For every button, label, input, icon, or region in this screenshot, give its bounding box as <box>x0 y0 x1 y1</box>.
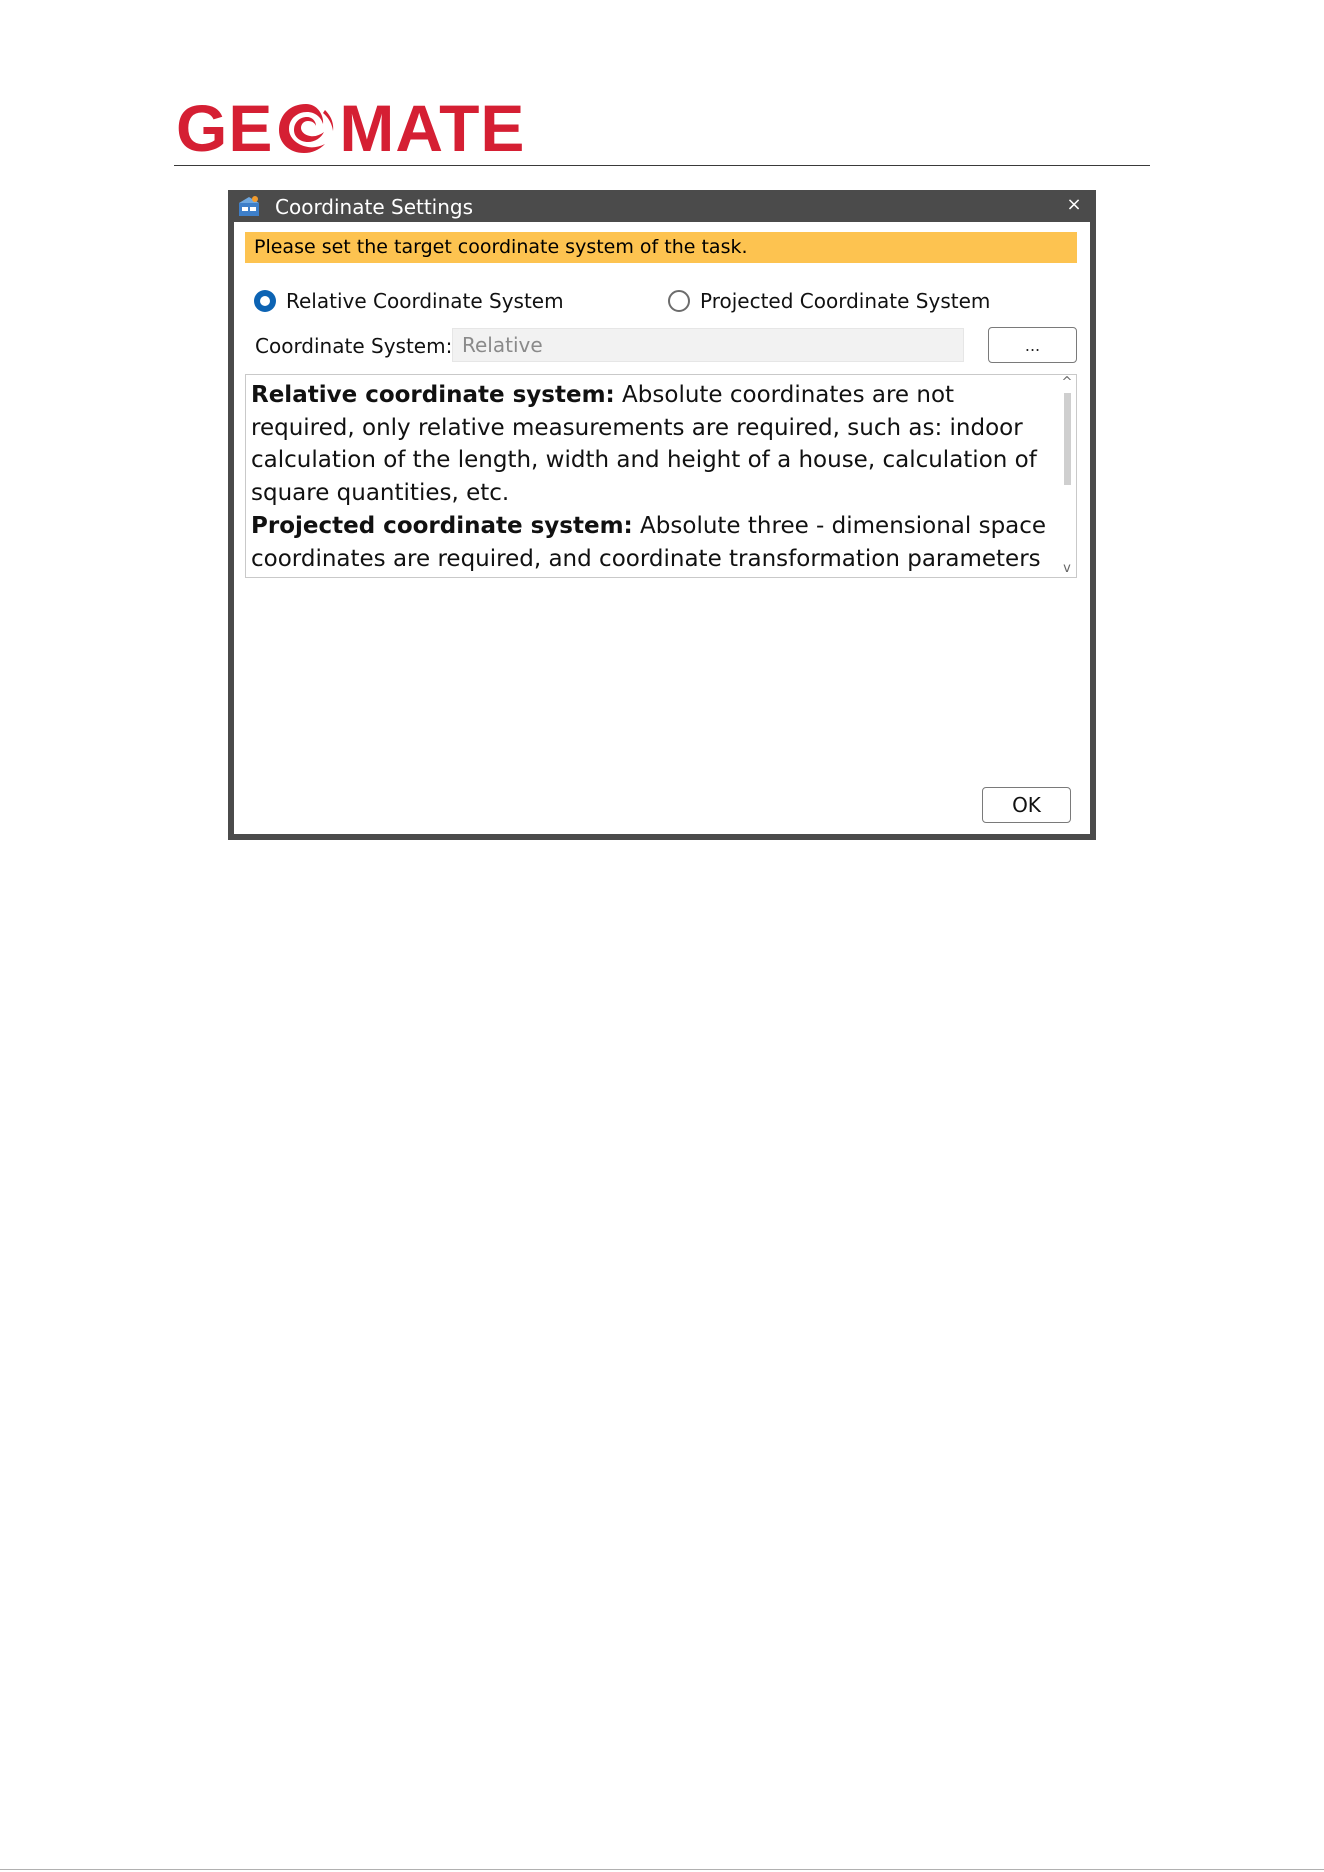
description-text <box>251 379 1051 575</box>
dialog-titlebar[interactable] <box>228 190 1096 222</box>
radio-projected-label: Projected Coordinate System <box>700 289 991 313</box>
dialog-body <box>234 222 1090 834</box>
radio-projected-coordinate-system[interactable] <box>668 289 990 313</box>
geomate-logo <box>176 91 526 165</box>
footer-divider <box>0 1869 1324 1870</box>
radio-checked-icon[interactable] <box>254 290 276 312</box>
ok-button[interactable]: OK <box>982 787 1071 823</box>
projected-description: Absolute three - dimensional space coordinates are required, and coordinate transformation parameters <box>251 512 1047 572</box>
logo-swirl-icon <box>275 100 337 156</box>
logo-text-left: GE <box>176 91 274 165</box>
description-textbox[interactable] <box>245 374 1077 578</box>
relative-heading: Relative coordinate system: <box>251 382 615 408</box>
scroll-thumb[interactable] <box>1064 393 1071 485</box>
header-divider <box>174 165 1150 166</box>
radio-relative-label: Relative Coordinate System <box>286 289 564 313</box>
scroll-down-arrow-icon[interactable]: v <box>1063 561 1071 576</box>
app-logo-icon <box>236 194 262 220</box>
relative-description: Absolute coordinates are not required, only relative measurements are required, such as: indoor calculation of the length, width and height of a house, calculation of square quantities, etc. <box>251 382 1037 507</box>
scroll-up-arrow-icon[interactable]: ^ <box>1061 375 1073 390</box>
coordinate-system-field: Relative <box>452 328 964 362</box>
radio-relative-coordinate-system[interactable] <box>254 289 564 313</box>
logo-text-right: MATE <box>339 91 526 165</box>
instruction-banner: Please set the target coordinate system of the task. <box>245 232 1077 263</box>
coordinate-settings-dialog <box>228 190 1096 840</box>
dialog-title: Coordinate Settings <box>275 195 474 219</box>
close-button[interactable]: × <box>1066 194 1082 215</box>
coordinate-system-label: Coordinate System: <box>255 334 453 358</box>
radio-unchecked-icon[interactable] <box>668 290 690 312</box>
browse-button[interactable]: ... <box>988 327 1077 363</box>
projected-heading: Projected coordinate system: <box>251 512 633 539</box>
vertical-scrollbar[interactable] <box>1059 375 1075 577</box>
